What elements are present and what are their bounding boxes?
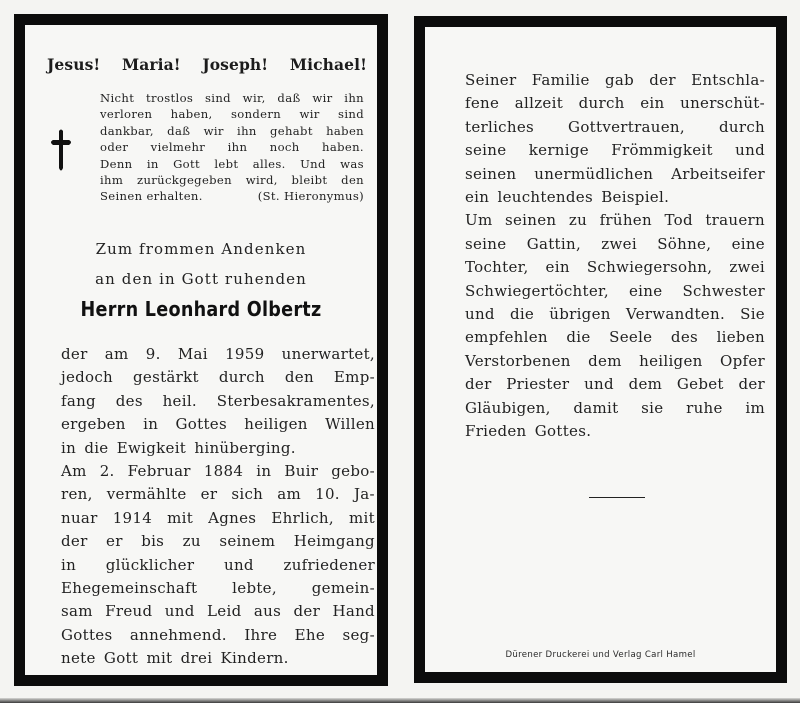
tribute-line: [465, 420, 765, 443]
word: Schwester: [682, 281, 765, 300]
word: am: [104, 345, 129, 363]
word: zufriedener: [283, 555, 375, 574]
word: Gottes.: [534, 422, 592, 441]
separator-rule: [589, 497, 645, 498]
word: sondern: [230, 107, 282, 122]
tribute-line: [465, 186, 765, 209]
word: annehmend.: [129, 625, 227, 644]
word: Um: [465, 211, 493, 230]
word: daß: [167, 123, 191, 138]
word: trostlos: [145, 91, 194, 105]
tribute-line: [465, 69, 765, 92]
word: und: [465, 305, 495, 324]
tribute-line: [465, 303, 765, 326]
word: unermüdlichen: [534, 164, 654, 183]
word: ihn: [344, 91, 364, 105]
word: kernige: [528, 141, 589, 160]
word: Freud: [105, 602, 153, 621]
biography-line: [61, 437, 375, 460]
word: die: [566, 328, 591, 347]
quote-line: [100, 139, 364, 155]
word: wir: [299, 107, 320, 122]
word: zwei: [729, 258, 765, 277]
word: Februar: [127, 462, 191, 481]
word: Verstorbenen: [465, 351, 571, 370]
word: vielmehr: [150, 140, 206, 155]
word: sie: [641, 398, 664, 417]
word: Denn: [100, 156, 133, 171]
deceased-name: Herrn Leonhard Olbertz: [80, 297, 322, 321]
memorial-dedication: [25, 234, 377, 294]
word: die: [84, 438, 109, 457]
biography-line: [61, 647, 375, 670]
word: ihn: [227, 140, 248, 155]
word: gebo-: [331, 462, 375, 481]
word: wir,: [242, 91, 266, 105]
word: gemein-: [311, 579, 375, 598]
word: sind: [338, 107, 364, 122]
quote-line: [100, 106, 364, 122]
word: Am: [61, 462, 87, 481]
word: gehabt: [270, 123, 313, 138]
word: ergeben: [61, 415, 126, 434]
word: der: [649, 71, 676, 89]
biography-line: [61, 366, 375, 389]
word: zwei: [601, 234, 637, 253]
word: Kindern.: [220, 649, 289, 668]
tribute-line: [465, 209, 765, 232]
word: Ehrlich,: [271, 508, 334, 527]
word: empfehlen: [465, 328, 548, 347]
word: trauern: [705, 211, 765, 230]
word: durch: [718, 117, 765, 136]
biography-line: [61, 343, 375, 366]
word: ren,: [61, 485, 93, 504]
word: Buir: [284, 462, 319, 481]
word: Ehe: [294, 625, 326, 644]
tribute-line: [465, 139, 765, 162]
word: haben: [326, 123, 364, 138]
invocation-heading: [47, 55, 367, 74]
latin-cross-icon: [48, 128, 74, 174]
word: allzeit: [514, 94, 564, 113]
memorial-line: an den in Gott ruhenden: [95, 270, 307, 288]
word: Ewigkeit: [116, 438, 187, 457]
word: Agnes: [208, 508, 257, 527]
word: Gebet: [676, 375, 724, 394]
word: leuchtendes: [497, 188, 593, 207]
word: Seele: [609, 328, 653, 347]
word: sich: [231, 485, 264, 504]
word: ihn: [237, 123, 257, 138]
word: Willen: [325, 415, 375, 434]
word: ruhe: [686, 398, 723, 417]
word: oder: [100, 140, 129, 155]
word: den: [341, 173, 364, 188]
word: er: [200, 485, 218, 504]
word: seinem: [219, 532, 276, 551]
word: damit: [573, 398, 619, 417]
word: der: [293, 602, 321, 621]
biography-line: [61, 554, 375, 577]
word: Ja-: [353, 485, 375, 504]
word: am: [277, 485, 302, 504]
word: Familie: [531, 71, 590, 89]
word: ein: [640, 94, 665, 113]
word: unerschüt-: [680, 94, 765, 113]
word: der: [61, 345, 88, 363]
word: durch: [218, 368, 265, 387]
biography-line: [61, 390, 375, 413]
quote-line: [100, 156, 364, 172]
word: Sterbesakramentes,: [216, 391, 375, 410]
word: Sie: [740, 305, 765, 324]
word: und: [735, 141, 765, 160]
word: Entschla-: [691, 71, 765, 89]
word: Beispiel.: [601, 188, 670, 207]
word: mit: [167, 508, 194, 527]
word: übrigen: [549, 305, 611, 324]
word: gestärkt: [133, 368, 199, 387]
word: unerwartet,: [281, 345, 375, 363]
word: eine: [628, 281, 663, 300]
word: seg-: [342, 625, 375, 644]
tribute-line: [465, 397, 765, 420]
word: und: [584, 375, 614, 394]
word: in: [61, 438, 77, 457]
tribute-text: [465, 69, 765, 444]
word: gab: [604, 71, 634, 89]
card-edge-shadow: [0, 698, 800, 703]
word: eine: [731, 234, 765, 253]
word: zurückgegeben: [136, 173, 232, 188]
word: Söhne,: [657, 234, 712, 253]
word: seinen: [504, 211, 557, 230]
right-panel: [414, 16, 787, 683]
word: daß: [277, 91, 301, 105]
word: dem: [588, 351, 622, 370]
word: vermählte: [106, 485, 187, 504]
word: jedoch: [61, 368, 114, 387]
word: Gott: [103, 649, 139, 668]
word: Gottes: [61, 625, 113, 644]
word: ein: [545, 258, 570, 277]
word: im: [745, 398, 765, 417]
tribute-line: [465, 233, 765, 256]
word: seine: [465, 141, 507, 160]
word: heil.: [162, 391, 197, 410]
word: Gattin,: [526, 234, 582, 253]
word: Ihre: [244, 625, 278, 644]
tribute-line: [465, 350, 765, 373]
word: 1914: [112, 508, 153, 527]
word: terliches: [465, 117, 535, 136]
tribute-line: [465, 92, 765, 115]
word: seinen: [465, 164, 517, 183]
word: 9.: [145, 345, 161, 363]
word: was: [340, 156, 364, 171]
word: bis: [141, 532, 165, 551]
word: des: [670, 328, 698, 347]
quote-line: [100, 188, 364, 204]
invocation-word: Maria!: [121, 55, 181, 74]
memorial-line: Zum frommen Andenken: [95, 240, 307, 258]
word: ihm: [100, 173, 124, 188]
word: 10.: [315, 485, 340, 504]
biography-line: [61, 507, 375, 530]
word: er: [106, 532, 123, 551]
word: der: [738, 375, 765, 394]
word: der: [465, 375, 492, 394]
word: Arbeitseifer: [671, 164, 765, 183]
quote-attribution: (St. Hieronymus): [257, 189, 364, 204]
word: heiligen: [639, 351, 703, 370]
word: zu: [182, 532, 201, 551]
word: Tod: [664, 211, 693, 230]
quote-line: [100, 172, 364, 188]
tribute-line: [465, 280, 765, 303]
biography-line: [61, 413, 375, 436]
word: Gläubigen,: [465, 398, 551, 417]
word: lieben: [716, 328, 765, 347]
word: Priester: [506, 375, 570, 394]
tribute-line: [465, 373, 765, 396]
biography-line: [61, 530, 375, 553]
word: haben.: [322, 140, 364, 155]
quote-text: Seinen erhalten.: [100, 189, 203, 204]
word: Ehegemeinschaft: [61, 579, 198, 598]
word: Frömmigkeit: [611, 141, 713, 160]
word: aus: [253, 602, 282, 621]
word: Schwiegertöchter,: [465, 281, 609, 300]
quote-line: [100, 90, 364, 106]
word: Heimgang: [293, 532, 375, 551]
hieronymus-quote: [100, 90, 364, 205]
word: wir: [203, 123, 224, 138]
word: 2.: [99, 462, 115, 481]
word: Und: [300, 156, 326, 171]
word: und: [164, 602, 195, 621]
word: Gottvertrauen,: [568, 117, 685, 136]
word: wird,: [245, 173, 278, 188]
word: in: [61, 555, 77, 574]
word: Hand: [332, 602, 375, 621]
biography-line: [61, 460, 375, 483]
word: Tochter,: [465, 258, 529, 277]
word: zu: [568, 211, 588, 230]
word: Gott: [173, 156, 201, 171]
word: den: [284, 368, 314, 387]
tribute-line: [465, 116, 765, 139]
word: dem: [628, 375, 663, 394]
word: sind: [204, 91, 231, 105]
word: Verwandten.: [625, 305, 726, 324]
word: Gottes: [175, 415, 227, 434]
tribute-line: [465, 326, 765, 349]
word: mit: [146, 649, 173, 668]
word: bleibt: [291, 173, 328, 188]
biography-line: [61, 577, 375, 600]
word: alles.: [252, 156, 286, 171]
word: nete: [61, 649, 96, 668]
word: wir: [312, 91, 333, 105]
tribute-line: [465, 163, 765, 186]
word: 1884: [203, 462, 244, 481]
word: seine: [465, 234, 507, 253]
word: glücklicher: [105, 555, 195, 574]
word: 1959: [225, 345, 265, 363]
word: mit: [348, 508, 375, 527]
word: Seiner: [465, 71, 517, 89]
word: Emp-: [333, 368, 375, 387]
word: Mai: [177, 345, 208, 363]
word: lebte,: [232, 579, 277, 598]
word: Leid: [207, 602, 242, 621]
invocation-word: Joseph!: [202, 55, 269, 74]
word: noch: [269, 140, 300, 155]
word: frühen: [599, 211, 652, 230]
biography-text: [61, 343, 375, 671]
word: Opfer: [719, 351, 765, 370]
word: ein: [465, 188, 490, 207]
word: des: [115, 391, 143, 410]
word: dankbar,: [100, 123, 154, 138]
invocation-word: Michael!: [289, 55, 367, 74]
left-panel: [14, 14, 388, 686]
word: heiligen: [244, 415, 308, 434]
word: sam: [61, 602, 93, 621]
word: drei: [180, 649, 213, 668]
word: Schwiegersohn,: [586, 258, 713, 277]
word: haben,: [170, 107, 213, 122]
word: in: [146, 156, 159, 171]
tribute-line: [465, 256, 765, 279]
biography-line: [61, 483, 375, 506]
word: in: [256, 462, 272, 481]
quote-line: [100, 123, 364, 139]
word: Nicht: [100, 91, 135, 105]
invocation-word: Jesus!: [47, 55, 101, 74]
word: fene: [465, 94, 500, 113]
word: nuar: [61, 508, 98, 527]
word: Frieden: [465, 422, 527, 441]
biography-line: [61, 624, 375, 647]
word: und: [224, 555, 254, 574]
word: in: [143, 415, 159, 434]
word: die: [509, 305, 535, 324]
word: lebt: [214, 156, 239, 171]
biography-line: [61, 600, 375, 623]
word: hinüberging.: [194, 438, 296, 457]
word: fang: [61, 391, 96, 410]
word: verloren: [100, 107, 153, 122]
word: durch: [578, 94, 625, 113]
printer-credit: Dürener Druckerei und Verlag Carl Hamel: [505, 650, 696, 660]
word: der: [61, 532, 88, 551]
